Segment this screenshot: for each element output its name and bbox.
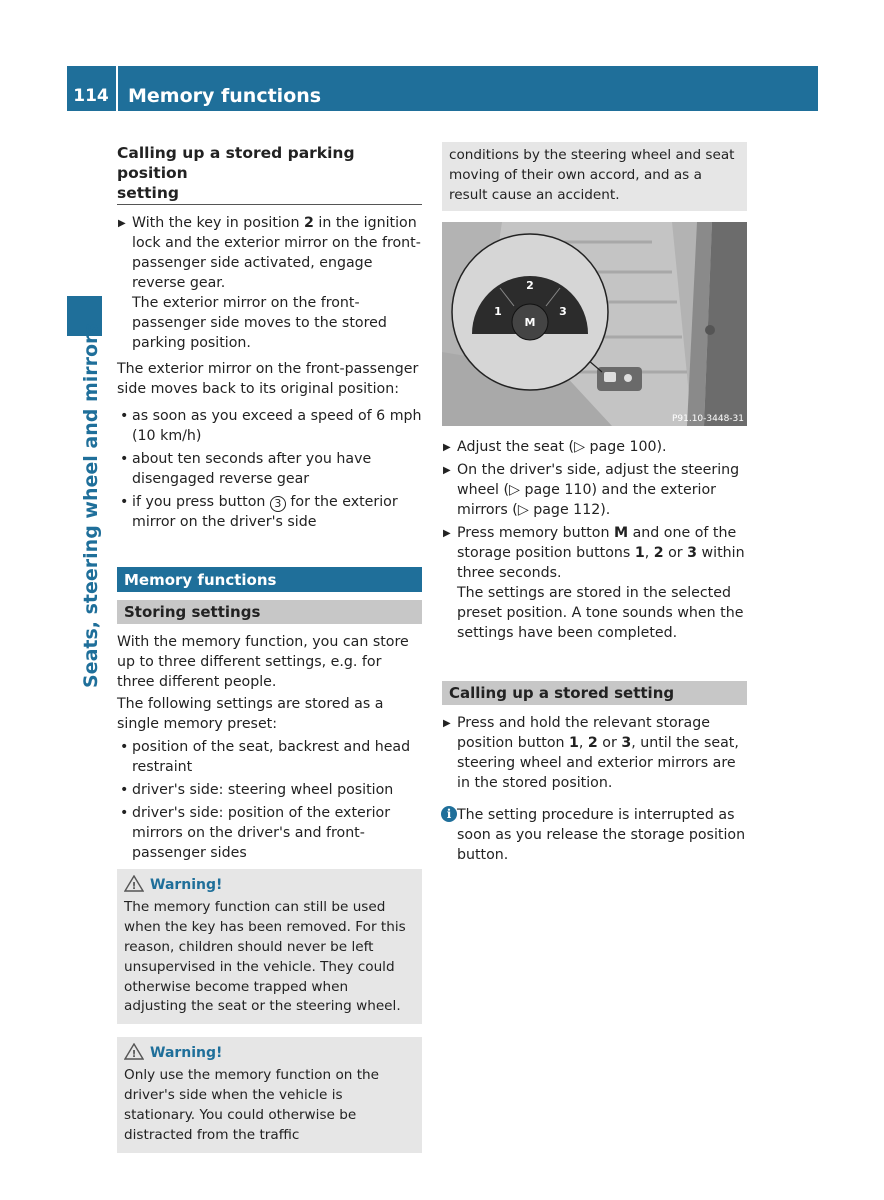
page-title: Memory functions (128, 85, 322, 107)
left-column (117, 143, 422, 1153)
list-item: • driver's side: steering wheel position (120, 782, 394, 798)
step-arrow-icon: ▶ (118, 218, 126, 229)
page-number: 114 (73, 86, 109, 106)
parking-step-result: The exterior mirror on the front-passenger side moves to the stored parking position. (132, 295, 387, 351)
step-result: The settings are stored in the selected preset position. A tone sounds when the settings have been completed. (457, 585, 744, 641)
info-note: i The setting procedure is interrupted as soon as you release the storage position button. (442, 805, 747, 865)
parking-step: ▶ With the key in position 2 in the ignition lock and the exterior mirror on the front-passenger side activated, engage reverse gear. The exterior mirror on the front-passenger side moves to the stored parking position. (118, 215, 421, 351)
parking-back-text: The exterior mirror on the front-passenger side moves back to its original position: (117, 361, 419, 397)
photo-label-1: 1 (494, 305, 502, 318)
photo-reference: P91.10-3448-31 (671, 414, 744, 424)
svg-text:!: ! (131, 881, 137, 892)
header-divider (116, 66, 118, 111)
parking-heading: Calling up a stored parking position setting (117, 143, 422, 205)
list-item: • driver's side: position of the exterior mirrors on the driver's and front-passenger sides (120, 805, 391, 861)
step-adjust-wheel: ▶ On the driver's side, adjust the steering wheel (▷ page 110) and the exterior mirrors (▷ page 112). (443, 462, 740, 518)
info-icon: i (441, 806, 457, 822)
step-press-memory: ▶ Press memory button M and one of the storage position buttons 1, 2 or 3 within three seconds. The settings are stored in the selected preset position. A tone sounds when the settings have been completed. (442, 523, 747, 643)
seat-memory-buttons-photo (442, 222, 747, 426)
section-side-title: Seats, steering wheel and mirrors (80, 323, 102, 688)
photo-label-2: 2 (526, 279, 534, 292)
storing-text-2: The following settings are stored as a single memory preset: (117, 696, 384, 732)
subsection-bar-storing: Storing settings (117, 600, 422, 624)
step-adjust-seat: ▶ Adjust the seat (▷ page 100). (443, 439, 667, 455)
list-item: • about ten seconds after you have disengaged reverse gear (120, 451, 372, 487)
photo-label-3: 3 (559, 305, 567, 318)
storing-text-1: With the memory function, you can store up to three different settings, e.g. for three different people. (117, 634, 409, 690)
warning-triangle-icon (124, 1043, 144, 1060)
list-item: • as soon as you exceed a speed of 6 mph (10 km/h) (120, 408, 422, 444)
section-bar-memory: Memory functions (117, 567, 422, 592)
warning-triangle-icon (124, 875, 144, 892)
page-header (67, 66, 818, 111)
button-3-circle-icon: 3 (270, 496, 286, 512)
right-column-top (442, 142, 747, 211)
list-item: • position of the seat, backrest and head restraint (120, 739, 411, 775)
photo-label-m: M (524, 316, 536, 329)
subsection-bar-callup: Calling up a stored setting (442, 681, 747, 705)
step-press-hold: ▶ Press and hold the relevant storage position button 1, 2 or 3, until the seat, steering wheel and exterior mirrors are in the stored position. (443, 715, 739, 791)
list-item: • if you press button 3 for the exterior mirror on the driver's side (120, 494, 398, 530)
warning-text: The memory function can still be used when the key has been removed. For this reason, children should never be left unsupervised in the vehicle. They could otherwise become trapped when adjusting the seat or the steering wheel. (124, 898, 406, 1015)
warning-title: ! Warning! (124, 1043, 415, 1064)
warning-title: ! Warning! (124, 875, 415, 896)
warning-text: Only use the memory function on the driver's side when the vehicle is stationary. You could otherwise be distracted from the traffic (124, 1067, 380, 1143)
warning-box-continued: conditions by the steering wheel and seat moving of their own accord, and as a result cause an accident. (442, 142, 747, 211)
warning-box (117, 869, 422, 1024)
right-column (442, 437, 747, 865)
svg-text:!: ! (131, 1049, 137, 1061)
warning-box (117, 1037, 422, 1153)
